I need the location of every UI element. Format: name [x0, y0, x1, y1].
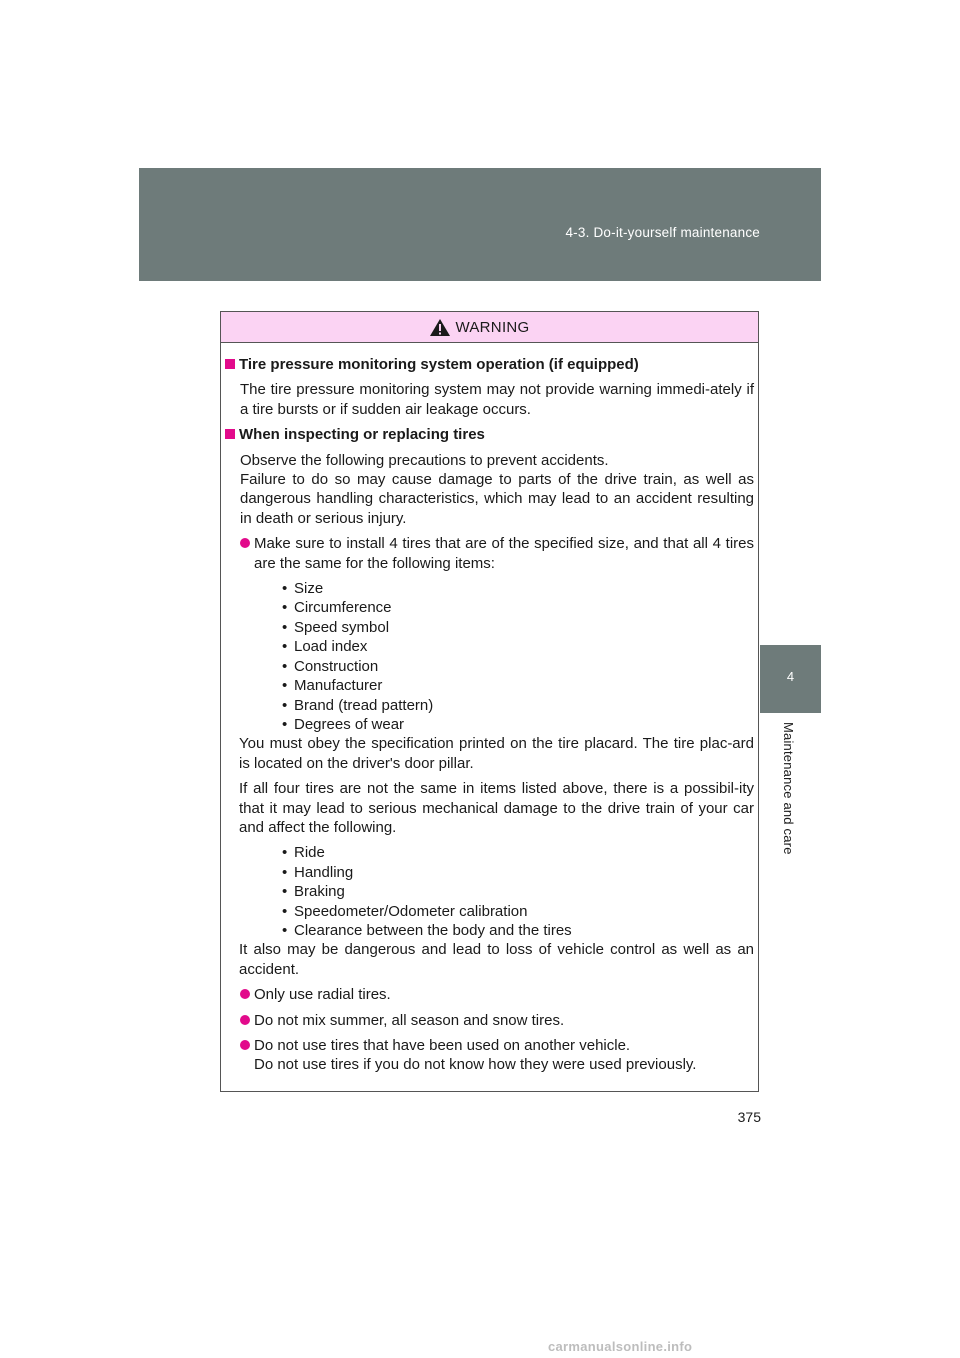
- sub-list-item: • Ride: [282, 844, 325, 862]
- bullet-text: Do not use tires if you do not know how they were used previously.: [254, 1056, 697, 1074]
- sub-list-item: • Size: [282, 580, 324, 598]
- chapter-header-band: [139, 168, 821, 281]
- sub-list-item: • Construction: [282, 657, 379, 675]
- bullet-text: Do not use tires that have been used on another vehicle.: [254, 1037, 631, 1054]
- paragraph: It also may be dangerous and lead to loss of vehicle control as well as an accident.: [239, 941, 754, 978]
- paragraph: If all four tires are not the same in items listed above, there is a possibil-ity that it may lead to serious mechanical damage to the drive train of your car and affect the following.: [239, 780, 754, 836]
- warning-title: WARNING: [455, 318, 530, 336]
- chapter-number: 4: [786, 669, 795, 684]
- list-item: [240, 985, 754, 1004]
- round-bullet-icon: [240, 1015, 250, 1025]
- chapter-label: Maintenance and care: [781, 722, 796, 855]
- sub-list-item: • Brand (tread pattern): [282, 696, 434, 714]
- round-bullet-icon: [240, 1040, 250, 1050]
- sub-list-item: • Clearance between the body and the tires: [282, 921, 572, 939]
- sub-list-item: • Speedometer/Odometer calibration: [282, 902, 528, 920]
- chapter-tab[interactable]: [760, 645, 821, 713]
- sub-list-item: • Load index: [282, 638, 368, 656]
- list-item: [240, 1011, 754, 1030]
- sub-list-item: • Manufacturer: [282, 677, 383, 695]
- sub-list-item: • Braking: [282, 883, 345, 901]
- section-title: 4-3. Do-it-yourself maintenance: [565, 225, 760, 240]
- round-bullet-icon: [240, 538, 250, 548]
- paragraph: You must obey the specification printed on the tire placard. The tire plac-ard is located on the driver's door pillar.: [239, 735, 754, 772]
- sub-list-items: [282, 579, 754, 734]
- paragraph: Failure to do so may cause damage to parts of the drive train, as well as dangerous handling characteristics, which may lead to an accident resulting in death or serious injury.: [240, 471, 754, 527]
- warning-body: [221, 343, 758, 1075]
- section-heading-tires: [225, 425, 754, 444]
- sub-list-effects: [282, 843, 754, 940]
- page-number: 375: [737, 1109, 761, 1125]
- list-item: [240, 1036, 754, 1075]
- paragraph: The tire pressure monitoring system may not provide warning immedi-ately if a tire bursts or if sudden air leakage occurs.: [240, 381, 754, 418]
- warning-box: [220, 311, 759, 1092]
- watermark-text: carmanualsonline.info: [548, 1339, 693, 1354]
- sub-list-item: • Degrees of wear: [282, 715, 405, 733]
- bullet-text: Only use radial tires.: [254, 986, 391, 1004]
- round-bullet-icon: [240, 989, 250, 999]
- bullet-text: Make sure to install 4 tires that are of the specified size, and that all 4 tires are the same for the following items:: [254, 535, 754, 572]
- paragraph: Observe the following precautions to prevent accidents.: [240, 451, 609, 469]
- sub-list-item: • Circumference: [282, 599, 392, 617]
- square-bullet-icon: [225, 359, 235, 369]
- section-heading-tpms: [225, 355, 754, 374]
- sub-list-item: • Handling: [282, 863, 354, 881]
- square-bullet-icon: [225, 429, 235, 439]
- list-item: [240, 534, 754, 979]
- section-heading-text: Tire pressure monitoring system operation (if equipped): [239, 356, 639, 373]
- section-heading-text: When inspecting or replacing tires: [239, 426, 485, 444]
- bullet-text: Do not mix summer, all season and snow tires.: [254, 1011, 565, 1029]
- warning-triangle-icon: [429, 318, 451, 337]
- sub-list-item: • Speed symbol: [282, 618, 390, 636]
- warning-header: [221, 312, 758, 343]
